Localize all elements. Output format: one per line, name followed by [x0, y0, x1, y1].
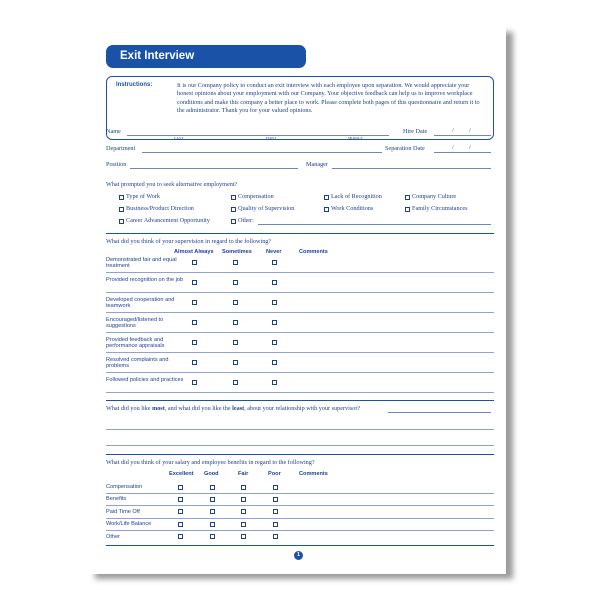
benefits-row-label: Other [106, 533, 120, 540]
column-almost-always: Almost Always [174, 249, 214, 255]
benefits-checkbox-excellent[interactable] [178, 497, 183, 502]
checkbox-family-circumstances[interactable] [405, 207, 410, 212]
supervision-row-label: Resolved complaints and problems [106, 357, 169, 370]
option-compensation: Compensation [238, 193, 274, 200]
department-label: Department [106, 145, 136, 152]
separation-date-sep-1: / [452, 144, 454, 151]
position-label: Position [106, 161, 127, 168]
column-benefits-comments: Comments [299, 471, 328, 477]
benefits-checkbox-poor[interactable] [273, 509, 278, 514]
supervision-row-label: Provided feedback and performance appraisals [106, 337, 165, 350]
other-reason-field[interactable] [258, 224, 491, 225]
option-career-advancement: Career Advancement Opportunity [126, 217, 210, 224]
supervision-row-label: Demonstrated fair and equal treatment [106, 257, 177, 270]
benefits-row-divider [106, 505, 494, 506]
option-quality-of-supervision: Quality of Supervision [238, 205, 295, 212]
supervision-row-divider [106, 272, 494, 273]
checkbox-work-conditions[interactable] [324, 207, 329, 212]
benefits-checkbox-excellent[interactable] [178, 485, 183, 490]
department-field[interactable] [142, 152, 382, 153]
hire-date-sep-2: / [469, 127, 471, 134]
option-work-conditions: Work Conditions [331, 205, 374, 212]
name-last-caption: LAST [174, 136, 184, 140]
benefits-checkbox-excellent[interactable] [178, 509, 183, 514]
option-family-circumstances: Family Circumstances [412, 205, 468, 212]
checkbox-business-product-direction[interactable] [119, 207, 124, 212]
benefits-checkbox-poor[interactable] [273, 497, 278, 502]
supervision-checkbox-never[interactable] [272, 340, 277, 345]
supervision-checkbox-sometimes[interactable] [233, 300, 238, 305]
position-field[interactable] [130, 168, 298, 169]
supervision-checkbox-almost-always[interactable] [192, 260, 197, 265]
benefits-checkbox-good[interactable] [210, 497, 215, 502]
supervision-row-label: Developed cooperation and teamwork [106, 297, 175, 310]
supervision-row-label: Provided recognition on the job [106, 277, 184, 283]
supervisor-answer-line-3[interactable] [106, 445, 494, 446]
column-never: Never [266, 249, 282, 255]
checkbox-quality-of-supervision[interactable] [231, 207, 236, 212]
supervisor-question-most: most [152, 405, 165, 412]
supervisor-question-part2: , and what did you like the [164, 405, 233, 412]
option-type-of-work: Type of Work [126, 193, 161, 200]
benefits-checkbox-fair[interactable] [241, 509, 246, 514]
benefits-checkbox-good[interactable] [210, 534, 215, 539]
benefits-checkbox-excellent[interactable] [178, 534, 183, 539]
supervision-checkbox-never[interactable] [272, 300, 277, 305]
supervisor-question-least: least [232, 405, 245, 412]
option-business-product-direction: Business/Product Direction [126, 205, 194, 212]
separation-date-label: Separation Date [385, 145, 425, 152]
supervision-checkbox-almost-always[interactable] [192, 280, 197, 285]
supervision-checkbox-almost-always[interactable] [192, 300, 197, 305]
benefits-checkbox-poor[interactable] [273, 534, 278, 539]
option-lack-of-recognition: Lack of Recognition [331, 193, 382, 200]
checkbox-company-culture[interactable] [405, 195, 410, 200]
hire-date-field[interactable] [434, 135, 491, 136]
reasons-question: What prompted you to seek alternative employment? [106, 181, 238, 188]
column-poor: Poor [268, 471, 281, 477]
name-label: Name [106, 128, 121, 135]
page-number: 1 [294, 551, 303, 560]
supervision-checkbox-never[interactable] [272, 280, 277, 285]
benefits-checkbox-poor[interactable] [273, 485, 278, 490]
name-first-caption: FIRST [266, 136, 277, 140]
supervision-row-divider [106, 352, 494, 353]
option-company-culture: Company Culture [412, 193, 457, 200]
supervisor-question-part1: What did you like [106, 405, 153, 412]
supervision-checkbox-almost-always[interactable] [192, 320, 197, 325]
manager-field[interactable] [332, 168, 491, 169]
hire-date-label: Hire Date [403, 128, 428, 135]
column-good: Good [204, 471, 219, 477]
section-divider-relationship [106, 400, 494, 401]
supervisor-question-part3: , about your relationship with your supervisor? [244, 405, 361, 412]
supervision-question: What did you think of your supervision in regard to the following? [106, 238, 272, 245]
supervision-row-divider [106, 332, 494, 333]
benefits-checkbox-poor[interactable] [273, 522, 278, 527]
supervision-checkbox-sometimes[interactable] [233, 280, 238, 285]
supervision-checkbox-never[interactable] [272, 260, 277, 265]
supervisor-answer-line-2[interactable] [106, 429, 494, 430]
manager-label: Manager [306, 161, 328, 168]
supervision-checkbox-almost-always[interactable] [192, 360, 197, 365]
name-middle-caption: MIDDLE [348, 136, 363, 140]
benefits-checkbox-excellent[interactable] [178, 522, 183, 527]
benefits-row-label: Compensation [106, 484, 143, 490]
benefits-question: What did you think of your salary and employee benefits in regard to the following? [106, 459, 315, 466]
supervision-checkbox-sometimes[interactable] [233, 380, 238, 385]
instructions-text: It is our Company policy to conduct an exit interview with each employee upon separation. We would appreciate your honest opinions about your employment with our Company. Your objective feedback can help us to improve workplace conditions and make this company a better place to work. Please complete both pages of this questionnaire and return it to the administrator. Thank you for your valued opinions. [177, 82, 480, 114]
benefits-row-label: Paid Time Off [106, 508, 140, 515]
checkbox-lack-of-recognition[interactable] [324, 195, 329, 200]
supervision-checkbox-sometimes[interactable] [233, 320, 238, 325]
supervision-row-label: Encouraged/listened to suggestions [106, 317, 164, 330]
benefits-checkbox-good[interactable] [210, 522, 215, 527]
form-bottom-rule [106, 545, 494, 546]
benefits-checkbox-fair[interactable] [241, 485, 246, 490]
column-fair: Fair [238, 471, 249, 477]
benefits-checkbox-good[interactable] [210, 485, 215, 490]
supervision-checkbox-never[interactable] [272, 320, 277, 325]
checkbox-career-advancement[interactable] [119, 219, 124, 224]
option-other: Other: [238, 217, 254, 224]
supervision-checkbox-never[interactable] [272, 360, 277, 365]
supervisor-answer-line-1[interactable] [388, 412, 491, 413]
instructions-label: Instructions: [116, 82, 153, 88]
supervision-row-label: Followed policies and practices [106, 377, 184, 383]
benefits-checkbox-fair[interactable] [241, 497, 246, 502]
supervision-row-divider [106, 372, 494, 373]
section-divider-supervision [106, 233, 494, 234]
column-comments: Comments [299, 249, 328, 255]
instructions-box [106, 76, 494, 140]
separation-date-sep-2: / [469, 144, 471, 151]
supervision-checkbox-sometimes[interactable] [233, 260, 238, 265]
benefits-row-label: Work/Life Balance [106, 521, 152, 528]
form-title: Exit Interview [106, 45, 306, 68]
benefits-checkbox-fair[interactable] [241, 534, 246, 539]
benefits-row-label: Benefits [106, 496, 127, 503]
supervision-row-divider [106, 312, 494, 313]
hire-date-sep-1: / [452, 127, 454, 134]
benefits-row-divider [106, 518, 494, 519]
benefits-checkbox-good[interactable] [210, 509, 215, 514]
benefits-checkbox-fair[interactable] [241, 522, 246, 527]
benefits-row-divider [106, 530, 494, 531]
supervision-checkbox-almost-always[interactable] [192, 340, 197, 345]
column-sometimes: Sometimes [222, 249, 252, 255]
supervision-row-divider [106, 292, 494, 293]
checkbox-type-of-work[interactable] [119, 195, 124, 200]
supervision-checkbox-sometimes[interactable] [233, 340, 238, 345]
supervision-checkbox-sometimes[interactable] [233, 360, 238, 365]
supervisor-question [106, 405, 360, 412]
separation-date-field[interactable] [434, 152, 491, 153]
supervision-row-divider [106, 392, 494, 393]
checkbox-other[interactable] [231, 219, 236, 224]
supervision-checkbox-almost-always[interactable] [192, 380, 197, 385]
form-page [88, 24, 506, 574]
supervision-checkbox-never[interactable] [272, 380, 277, 385]
checkbox-compensation[interactable] [231, 195, 236, 200]
section-divider-benefits [106, 454, 494, 455]
column-excellent: Excellent [169, 471, 194, 477]
benefits-row-divider [106, 493, 494, 494]
